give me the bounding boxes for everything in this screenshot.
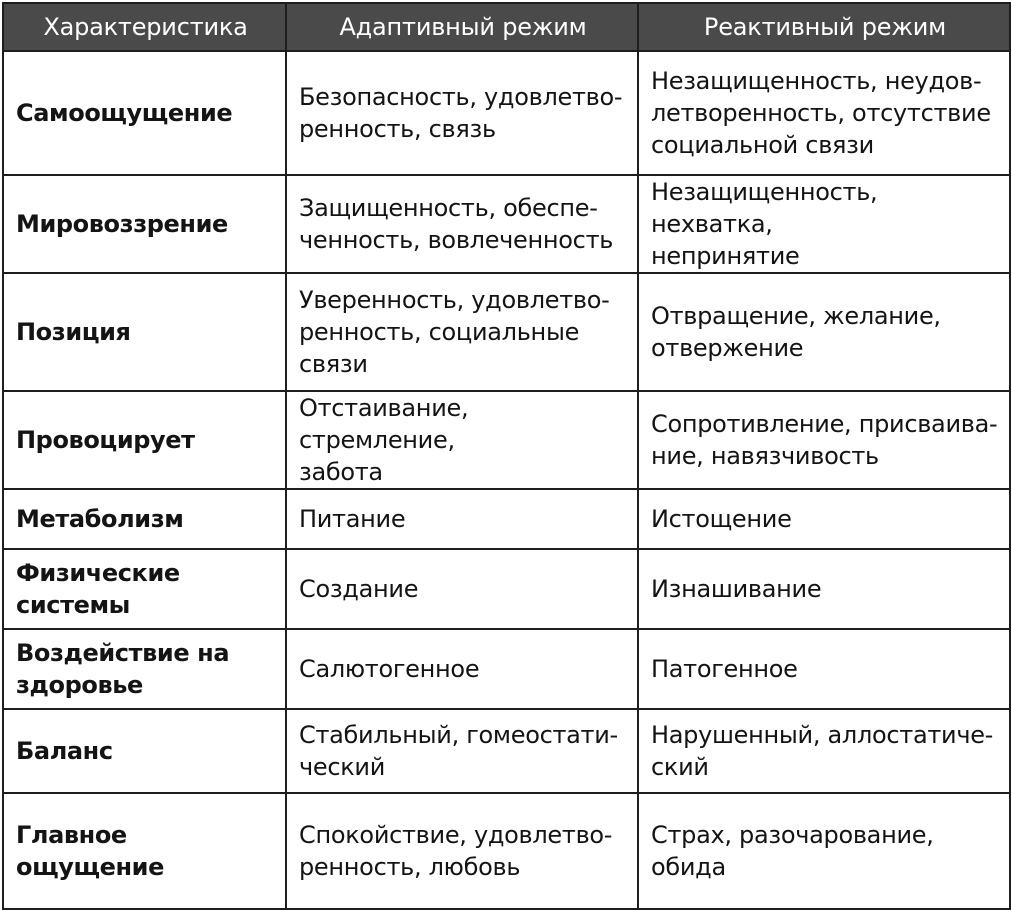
row-adaptive [286, 489, 638, 549]
table-row [3, 175, 1010, 273]
cell-line: связи [299, 350, 368, 378]
cell-line: социальной связи [651, 131, 874, 159]
cell-line: Истощение [651, 505, 792, 533]
row-feature [3, 709, 286, 793]
cell-line: непринятие [651, 242, 800, 270]
cell-line: Уверенность, удовлетво- [299, 286, 610, 314]
cell-line: Патогенное [651, 655, 798, 683]
cell-line: Сопротивление, присваива- [651, 410, 998, 438]
cell-line: Баланс [16, 737, 113, 765]
cell-line: Физические [16, 559, 180, 587]
row-feature [3, 273, 286, 391]
cell-line: Нарушенный, аллостатиче- [651, 721, 994, 749]
table-row [3, 51, 1010, 175]
cell-line: Воздействие на [16, 639, 230, 667]
table-row [3, 489, 1010, 549]
row-adaptive [286, 629, 638, 709]
cell-line: ние, навязчивость [651, 442, 879, 470]
row-reactive [638, 489, 1010, 549]
row-feature [3, 391, 286, 489]
cell-line: Стабильный, гомеостати- [299, 721, 618, 749]
cell-line: системы [16, 591, 130, 619]
row-feature [3, 549, 286, 629]
cell-line: Незащищенность, неудов- [651, 67, 982, 95]
header-row [3, 3, 1010, 51]
cell-line: Метаболизм [16, 505, 184, 533]
row-reactive [638, 51, 1010, 175]
row-feature [3, 489, 286, 549]
row-reactive [638, 709, 1010, 793]
row-feature [3, 51, 286, 175]
row-reactive [638, 273, 1010, 391]
table-row [3, 391, 1010, 489]
row-feature [3, 175, 286, 273]
cell-line: Спокойствие, удовлетво- [299, 821, 613, 849]
row-adaptive [286, 391, 638, 489]
cell-line: Страх, разочарование, [651, 821, 934, 849]
cell-line: ренность, социальные [299, 318, 580, 346]
cell-line: Главное ощущение [16, 821, 164, 881]
cell-line: забота [299, 458, 383, 486]
cell-line: обида [651, 853, 726, 881]
cell-line: ческий [299, 753, 386, 781]
row-feature [3, 793, 286, 909]
cell-line: Незащищенность, нехватка, [651, 178, 878, 238]
table-row [3, 629, 1010, 709]
cell-line: отвержение [651, 334, 804, 362]
cell-line: Отвращение, желание, [651, 302, 941, 330]
cell-line: Питание [299, 505, 406, 533]
cell-line: Изнашивание [651, 575, 822, 603]
table-row [3, 273, 1010, 391]
cell-line: Отстаивание, стремление, [299, 394, 469, 454]
table-row [3, 709, 1010, 793]
cell-line: летворенность, отсутствие [651, 99, 991, 127]
cell-line: Самоощущение [16, 99, 233, 127]
cell-line: Провоцирует [16, 426, 195, 454]
cell-line: ский [651, 753, 709, 781]
table-row [3, 793, 1010, 909]
row-reactive [638, 391, 1010, 489]
cell-line: ченность, вовлеченность [299, 226, 614, 254]
row-adaptive [286, 51, 638, 175]
header-adaptive-mode: Адаптивный режим [286, 3, 638, 51]
comparison-table [2, 2, 1011, 910]
row-reactive [638, 175, 1010, 273]
cell-line: ренность, связь [299, 115, 496, 143]
row-adaptive [286, 793, 638, 909]
row-reactive [638, 629, 1010, 709]
row-adaptive [286, 175, 638, 273]
row-adaptive [286, 273, 638, 391]
row-reactive [638, 549, 1010, 629]
row-reactive [638, 793, 1010, 909]
cell-line: здоровье [16, 671, 143, 699]
cell-line: Создание [299, 575, 419, 603]
header-reactive-mode: Реактивный режим [638, 3, 1010, 51]
cell-line: Позиция [16, 318, 131, 346]
row-adaptive [286, 709, 638, 793]
row-feature [3, 629, 286, 709]
cell-line: ренность, любовь [299, 853, 521, 881]
cell-line: Защищенность, обеспе- [299, 194, 598, 222]
row-adaptive [286, 549, 638, 629]
cell-line: Мировоззрение [16, 210, 228, 238]
cell-line: Безопасность, удовлетво- [299, 83, 623, 111]
table-row [3, 549, 1010, 629]
cell-line: Салютогенное [299, 655, 480, 683]
header-feature: Характеристика [3, 3, 286, 51]
